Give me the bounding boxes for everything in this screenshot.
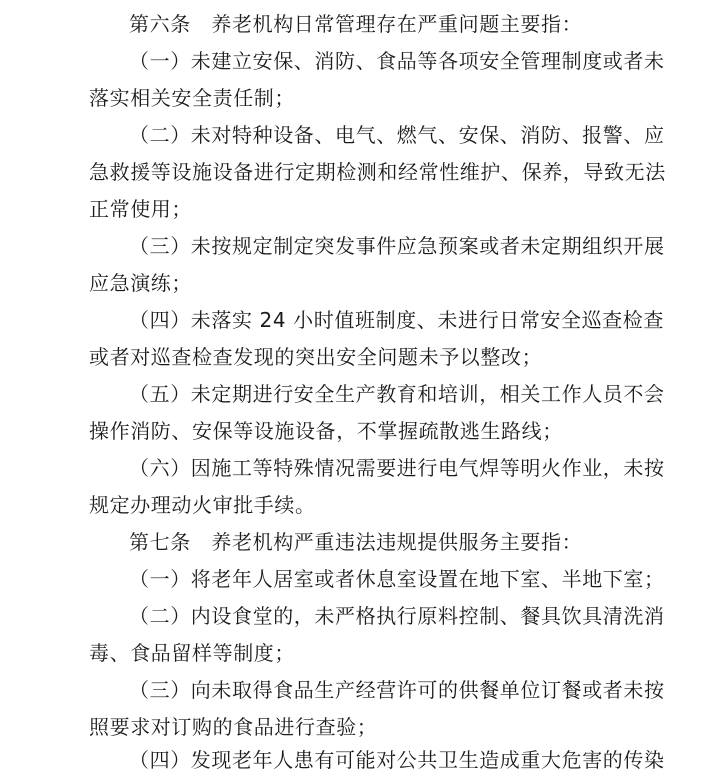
article-6-item-3-line-2: 应急演练； [89, 271, 192, 295]
article-7-heading: 第七条 养老机构严重违法违规提供服务主要指： [129, 530, 583, 554]
article-6-item-4-line-2: 或者对巡查检查发现的突出安全问题未予以整改； [89, 345, 543, 369]
article-6-item-2-line-1: （二）未对特种设备、电气、燃气、安保、消防、报警、应 [129, 123, 665, 147]
article-6-item-6-line-2: 规定办理动火审批手续。 [89, 493, 316, 517]
article-7-item-2-line-1: （二）内设食堂的，未严格执行原料控制、餐具饮具清洗消 [129, 604, 665, 628]
article-6-item-1-line-1: （一）未建立安保、消防、食品等各项安全管理制度或者未 [129, 49, 665, 73]
article-6-heading: 第六条 养老机构日常管理存在严重问题主要指： [129, 12, 583, 36]
article-6-item-4-line-1: （四）未落实 24 小时值班制度、未进行日常安全巡查检查 [129, 308, 664, 332]
article-6-item-2-line-2: 急救援等设施设备进行定期检测和经常性维护、保养，导致无法 [89, 160, 666, 184]
article-7-item-3-line-2: 照要求对订购的食品进行查验； [89, 715, 378, 739]
article-7-item-1-line-1: （一）将老年人居室或者休息室设置在地下室、半地下室； [129, 567, 665, 591]
article-6-item-6-line-1: （六）因施工等特殊情况需要进行电气焊等明火作业，未按 [129, 456, 665, 480]
article-7-item-4-line-1: （四）发现老年人患有可能对公共卫生造成重大危害的传染 [129, 748, 665, 772]
article-6-item-5-line-2: 操作消防、安保等设施设备，不掌握疏散逃生路线； [89, 419, 563, 443]
article-7-item-3-line-1: （三）向未取得食品生产经营许可的供餐单位订餐或者未按 [129, 678, 665, 702]
article-7-item-2-line-2: 毒、食品留样等制度； [89, 641, 295, 665]
article-6-item-5-line-1: （五）未定期进行安全生产教育和培训，相关工作人员不会 [129, 382, 665, 406]
article-6-item-3-line-1: （三）未按规定制定突发事件应急预案或者未定期组织开展 [129, 234, 665, 258]
article-6-item-1-line-2: 落实相关安全责任制； [89, 86, 295, 110]
article-6-item-2-line-3: 正常使用； [89, 197, 192, 221]
